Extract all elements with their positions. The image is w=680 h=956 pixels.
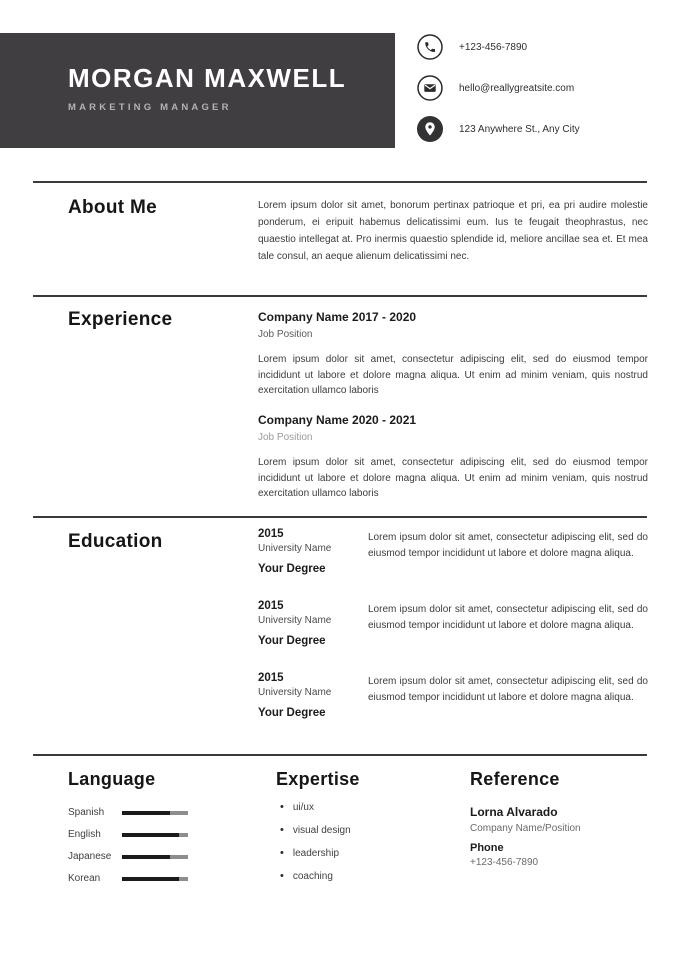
bullet-icon: •: [280, 847, 284, 859]
expertise-label: coaching: [292, 871, 333, 882]
about-text: Lorem ipsum dolor sit amet, bonorum pertinax patrioque et pri, ea pri audire molestie ponderum, ei eripuit habemus delicatissimi eum. Ius te feugait theophrastus, nec quaestio intellegat at. Pro inermis quaestio splendide id, meliore ancillae sea et. Et mea tale consul, an aeque alienum delicatissimi nec.: [258, 200, 648, 262]
email-address: hello@reallygreatsite.com: [459, 82, 575, 94]
education-degree: Your Degree: [258, 563, 326, 575]
experience-entry: [258, 310, 648, 399]
language-level-fill: [122, 833, 179, 837]
language-level-fill: [122, 877, 179, 881]
experience-position: Job Position: [258, 432, 313, 443]
experience-description: Lorem ipsum dolor sit amet, consectetur adipiscing elit, sed do eiusmod tempor incididunt ut labore et dolore magna aliqua. Ut enim ad minim veniam, quis nostrud exercitation ullamco laboris: [258, 457, 648, 499]
reference-block: [470, 805, 581, 868]
language-level-bar: [122, 833, 188, 837]
language-name: Korean: [68, 873, 101, 884]
experience-entry: [258, 413, 648, 502]
language-list: [68, 806, 193, 894]
education-entry-left: [258, 528, 368, 575]
education-description: Lorem ipsum dolor sit amet, consectetur adipiscing elit, sed do eiusmod tempor incididunt ut labore et dolore magna aliqua.: [368, 532, 648, 559]
language-level-fill: [122, 855, 170, 859]
language-heading: Language: [68, 769, 156, 789]
divider: [33, 516, 647, 518]
reference-phone-number: +123-456-7890: [470, 857, 539, 868]
education-degree: Your Degree: [258, 707, 326, 719]
language-item: [68, 850, 193, 863]
divider: [33, 754, 647, 756]
expertise-list: [280, 801, 351, 893]
bullet-icon: •: [280, 801, 284, 813]
education-entry: [258, 672, 648, 719]
language-name: English: [68, 829, 101, 840]
expertise-label: ui/ux: [292, 802, 314, 813]
bullet-icon: •: [280, 870, 284, 882]
education-entry-left: [258, 600, 368, 647]
education-university: University Name: [258, 543, 332, 554]
education-year: 2015: [258, 672, 284, 684]
education-year: 2015: [258, 600, 284, 612]
experience-position: Job Position: [258, 329, 313, 340]
education-description: Lorem ipsum dolor sit amet, consectetur adipiscing elit, sed do eiusmod tempor incididunt ut labore et dolore magna aliqua.: [368, 676, 648, 703]
street-address: 123 Anywhere St., Any City: [459, 123, 580, 135]
expertise-label: visual design: [292, 825, 351, 836]
language-item: [68, 872, 193, 885]
contact-row-email: [417, 75, 580, 101]
language-item: [68, 828, 193, 841]
divider: [33, 295, 647, 297]
expertise-item: [280, 847, 351, 860]
location-icon: [417, 116, 443, 142]
expertise-item: [280, 870, 351, 883]
language-name: Spanish: [68, 807, 105, 818]
bullet-icon: •: [280, 824, 284, 836]
reference-phone-label: Phone: [470, 842, 504, 854]
language-level-bar: [122, 855, 188, 859]
expertise-heading: Expertise: [276, 769, 360, 789]
phone-number: +123-456-7890: [459, 41, 528, 53]
education-heading: Education: [68, 531, 163, 552]
language-level-bar: [122, 811, 188, 815]
experience-company: Company Name 2020 - 2021: [258, 413, 417, 427]
language-name: Japanese: [68, 851, 112, 862]
expertise-item: [280, 801, 351, 814]
reference-heading: Reference: [470, 769, 560, 789]
about-heading: About Me: [68, 197, 157, 218]
education-entry: [258, 528, 648, 575]
phone-icon: [417, 34, 443, 60]
contact-row-phone: [417, 34, 580, 60]
contact-list: [417, 34, 580, 142]
person-name: MORGAN MAXWELL: [68, 63, 347, 93]
email-icon: [417, 75, 443, 101]
reference-name: Lorna Alvarado: [470, 805, 558, 819]
experience-company: Company Name 2017 - 2020: [258, 310, 417, 324]
expertise-label: leadership: [292, 848, 340, 859]
education-description: Lorem ipsum dolor sit amet, consectetur adipiscing elit, sed do eiusmod tempor incididunt ut labore et dolore magna aliqua.: [368, 604, 648, 631]
education-university: University Name: [258, 615, 332, 626]
language-level-bar: [122, 877, 188, 881]
education-degree: Your Degree: [258, 635, 326, 647]
header-name-box: [0, 33, 395, 148]
expertise-item: [280, 824, 351, 837]
education-year: 2015: [258, 528, 284, 540]
education-university: University Name: [258, 687, 332, 698]
experience-heading: Experience: [68, 309, 173, 330]
language-item: [68, 806, 193, 819]
experience-description: Lorem ipsum dolor sit amet, consectetur adipiscing elit, sed do eiusmod tempor incididunt ut labore et dolore magna aliqua. Ut enim ad minim veniam, quis nostrud exercitation ullamco laboris: [258, 354, 648, 396]
contact-row-address: [417, 116, 580, 142]
education-entry-left: [258, 672, 368, 719]
education-entry: [258, 600, 648, 647]
divider: [33, 181, 647, 183]
person-job-title: MARKETING MANAGER: [68, 102, 232, 113]
language-level-fill: [122, 811, 170, 815]
reference-company: Company Name/Position: [470, 823, 581, 834]
